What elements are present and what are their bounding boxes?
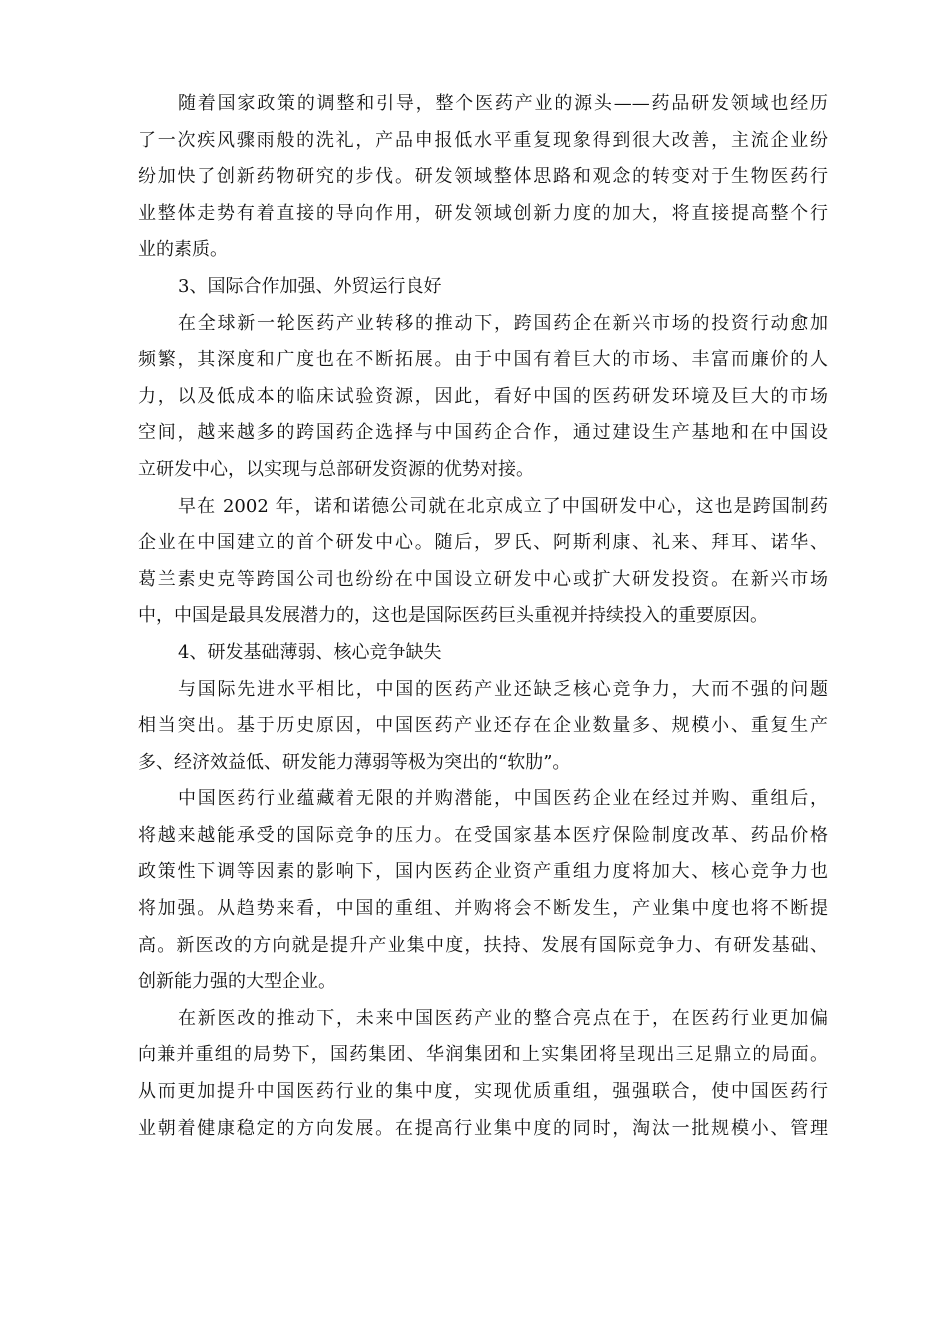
text-line: 力，以及低成本的临床试验资源，因此，看好中国的医药研发环境及巨大的市场 [138, 385, 828, 407]
text-line: 立研发中心，以实现与总部研发资源的优势对接。 [138, 458, 534, 480]
text-line: 业朝着健康稳定的方向发展。在提高行业集中度的同时，淘汰一批规模小、管理 [138, 1117, 828, 1139]
text-line: 葛兰素史克等跨国公司也纷纷在中国设立研发中心或扩大研发投资。在新兴市场 [138, 568, 828, 590]
text-line: 从而更加提升中国医药行业的集中度，实现优质重组，强强联合，使中国医药行 [138, 1081, 828, 1103]
text-line: 早在 2002 年，诺和诺德公司就在北京成立了中国研发中心，这也是跨国制药 [178, 495, 828, 517]
text-line: 了一次疾风骤雨般的洗礼，产品申报低水平重复现象得到很大改善，主流企业纷 [138, 129, 828, 151]
text-line: 与国际先进水平相比，中国的医药产业还缺乏核心竞争力，大而不强的问题 [178, 678, 828, 700]
text-line: 中国医药行业蕴藏着无限的并购潜能，中国医药企业在经过并购、重组后， [178, 788, 828, 810]
document-body [138, 86, 828, 1147]
text-line: 4、研发基础薄弱、核心竞争缺失 [178, 641, 442, 663]
text-line: 企业在中国建立的首个研发中心。随后，罗氏、阿斯利康、礼来、拜耳、诺华、 [138, 532, 828, 554]
text-line: 将加强。从趋势来看，中国的重组、并购将会不断发生，产业集中度也将不断提 [138, 898, 828, 920]
text-line: 3、国际合作加强、外贸运行良好 [178, 275, 442, 297]
text-line: 中，中国是最具发展潜力的，这也是国际医药巨头重视并持续投入的重要原因。 [138, 605, 768, 627]
text-line: 高。新医改的方向就是提升产业集中度，扶持、发展有国际竞争力、有研发基础、 [138, 934, 828, 956]
text-line: 在新医改的推动下，未来中国医药产业的整合亮点在于，在医药行业更加偏 [178, 1007, 828, 1029]
text-line: 将越来越能承受的国际竞争的压力。在受国家基本医疗保险制度改革、药品价格 [138, 824, 828, 846]
text-line: 随着国家政策的调整和引导，整个医药产业的源头——药品研发领域也经历 [178, 93, 828, 114]
text-line: 业整体走势有着直接的导向作用，研发领域创新力度的加大，将直接提高整个行 [138, 202, 828, 224]
text-line: 频繁，其深度和广度也在不断拓展。由于中国有着巨大的市场、丰富而廉价的人 [138, 349, 828, 371]
text-line: 相当突出。基于历史原因，中国医药产业还存在企业数量多、规模小、重复生产 [138, 715, 828, 737]
text-line: 在全球新一轮医药产业转移的推动下，跨国药企在新兴市场的投资行动愈加 [178, 312, 828, 334]
text-line: 业的素质。 [138, 239, 228, 261]
text-line: 创新能力强的大型企业。 [138, 971, 336, 993]
text-line: 向兼并重组的局势下，国药集团、华润集团和上实集团将呈现出三足鼎立的局面。 [138, 1044, 828, 1066]
text-line: 纷加快了创新药物研究的步伐。研发领域整体思路和观念的转变对于生物医药行 [138, 166, 828, 188]
text-line: 空间，越来越多的跨国药企选择与中国药企合作，通过建设生产基地和在中国设 [138, 422, 828, 444]
text-line: 多、经济效益低、研发能力薄弱等极为突出的“软肋”。 [138, 751, 571, 773]
text-line: 政策性下调等因素的影响下，国内医药企业资产重组力度将加大、核心竞争力也 [138, 861, 828, 883]
